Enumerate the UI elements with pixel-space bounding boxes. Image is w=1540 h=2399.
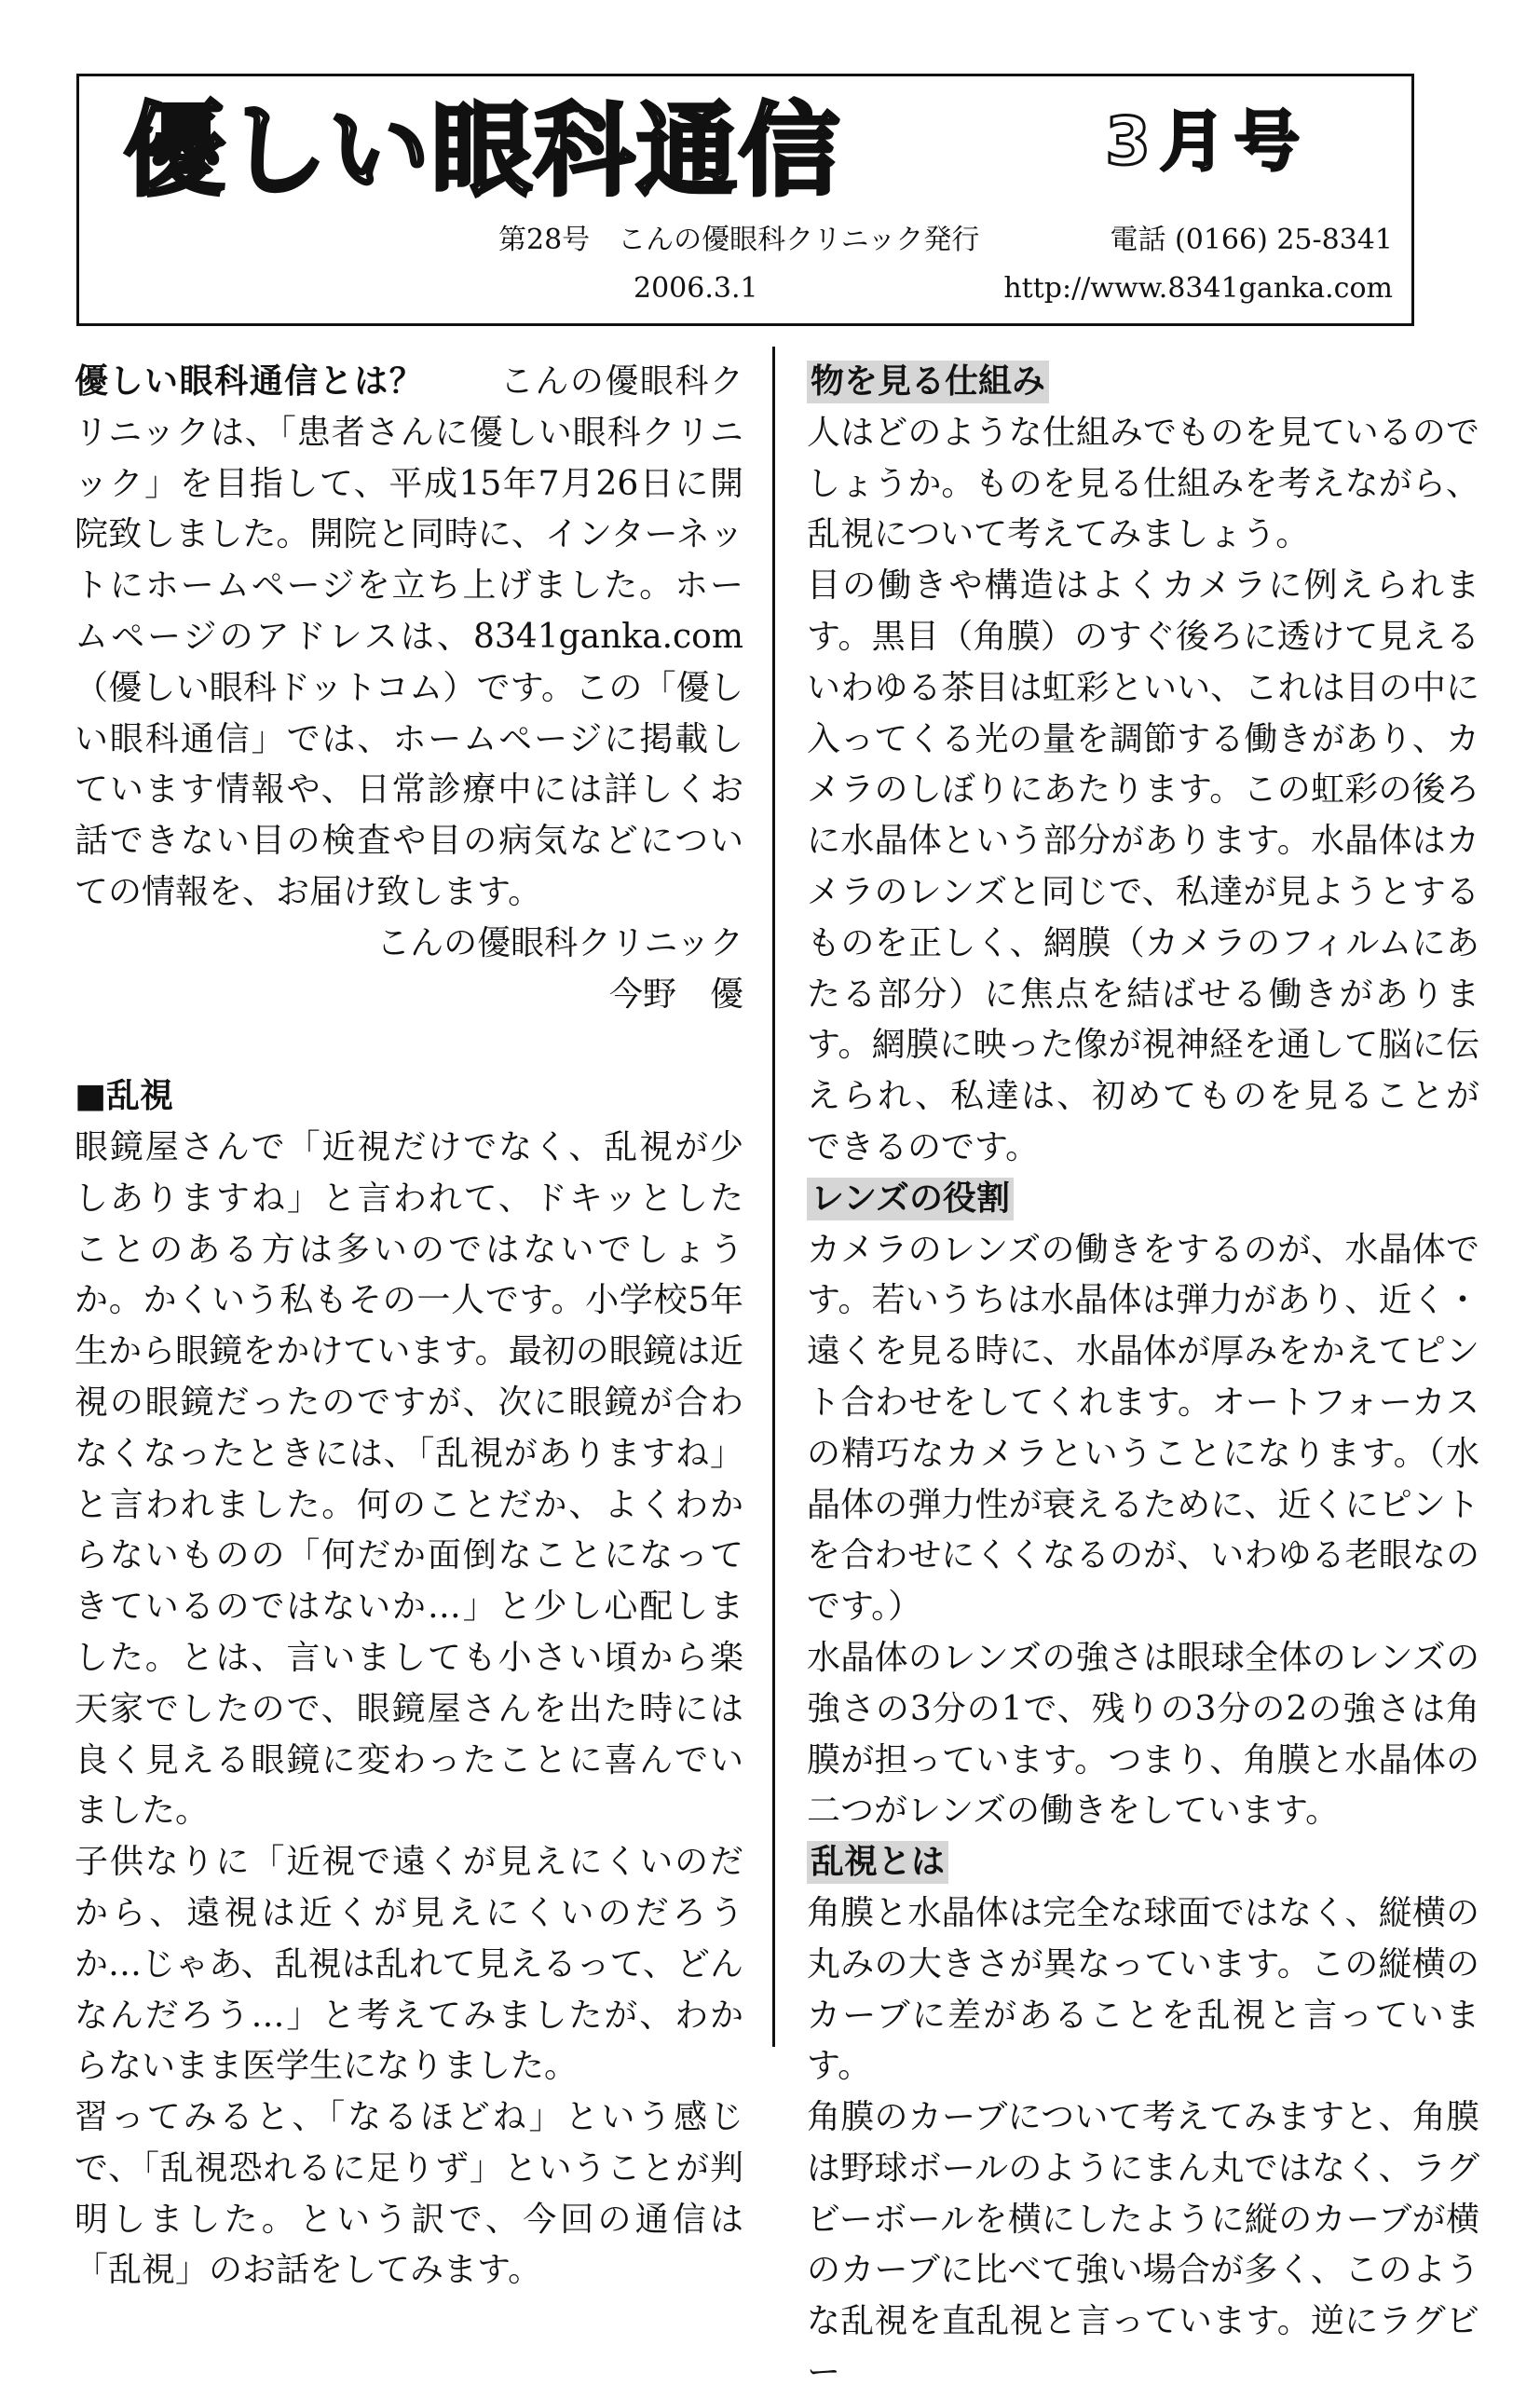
left-column: [75, 357, 743, 2297]
intro-heading: 優しい眼科通信とは？: [75, 362, 425, 401]
newsletter-header: [76, 74, 1414, 326]
signature-name: 今野 優: [608, 975, 743, 1014]
right-column: [807, 357, 1479, 2399]
body-paragraph: 角膜と水晶体は完全な球面ではなく、縦横の丸みの大きさが異なっています。この縦横のカーブに差があることを乱視と言っています。: [807, 1893, 1479, 2086]
body-paragraph: 目の働きや構造はよくカメラに例えられます。黒目（角膜）のすぐ後ろに透けて見えるいわゆる茶目は虹彩といい、これは目の中に入ってくる光の量を調節する働きがあり、カメラのしぼりにあたります。この虹彩の後ろに水晶体という部分があります。水晶体はカメラのレンズと同じで、私達が見ようとするものを正しく、網膜（カメラのフィルムにあたる部分）に焦点を結ばせる働きがあります。網膜に映った像が視神経を通して脳に伝えられ、私達は、初めてものを見ることができるのです。: [807, 566, 1479, 1166]
clinic-url: http://www.8341ganka.com: [1003, 272, 1393, 305]
spacer: [75, 1020, 743, 1071]
issue-number: 第28号 こんの優眼科クリニック発行: [498, 224, 980, 256]
clinic-phone: 電話 (0166) 25-8341: [1110, 224, 1393, 256]
intro-paragraph: [75, 357, 743, 919]
subheading-how-we-see: 物を見る仕組み: [807, 361, 1049, 403]
signature-clinic: こんの優眼科クリニック: [376, 923, 743, 962]
section-heading-astigmatism: ■乱視: [75, 1077, 174, 1116]
body-paragraph: 水晶体のレンズの強さは眼球全体のレンズの強さの3分の1で、残りの3分の2の強さは角膜が担っています。つまり、角膜と水晶体の二つがレンズの働きをしています。: [807, 1638, 1479, 1831]
column-divider: [772, 347, 775, 2047]
body-paragraph: 子供なりに「近視で遠くが見えにくいのだから、遠視は近くが見えにくいのだろうか…じゃあ、乱視は乱れて見えるって、どんなんだろう…」と考えてみましたが、わからないまま医学生になりました。: [75, 1843, 743, 2086]
intro-body: こんの優眼科クリニックは、「患者さんに優しい眼科クリニック」を目指して、平成15年7月26日に開院致しました。開院と同時に、インターネットにホームページを立ち上げました。ホームページのアドレスは、8341ganka.com（優しい眼科ドットコム）です。この「優しい眼科通信」では、ホームページに掲載しています情報や、日常診療中には詳しくお話できない目の検査や目の病気などについての情報を、お届け致します。: [75, 362, 743, 911]
newsletter-title: 優しい眼科通信: [124, 93, 842, 210]
body-paragraph: カメラのレンズの働きをするのが、水晶体です。若いうちは水晶体は弾力があり、近く・遠くを見る時に、水晶体が厚みをかえてピント合わせをしてくれます。オートフォーカスの精巧なカメラということになります。（水晶体の弾力性が衰えるために、近くにピントを合わせにくくなるのが、いわゆる老眼なのです。）: [807, 1230, 1479, 1627]
issue-month: 3月号: [1105, 103, 1309, 180]
subheading-lens-role: レンズの役割: [807, 1178, 1014, 1220]
body-paragraph: 習ってみると、「なるほどね」という感じで、「乱視恐れるに足りず」ということが判明しました。という訳で、今回の通信は「乱視」のお話をしてみます。: [75, 2098, 743, 2290]
body-paragraph: 人はどのような仕組みでものを見ているのでしょうか。ものを見る仕組みを考えながら、乱視について考えてみましょう。: [807, 413, 1479, 554]
body-paragraph: 角膜のカーブについて考えてみますと、角膜は野球ボールのようにまん丸ではなく、ラグビーボールを横にしたように縦のカーブが横のカーブに比べて強い場合が多く、このような乱視を直乱視と言っています。逆にラグビー: [807, 2098, 1479, 2392]
body-paragraph: 眼鏡屋さんで「近視だけでなく、乱視が少しありますね」と言われて、ドキッとしたことのある方は多いのではないでしょうか。かくいう私もその一人です。小学校5年生から眼鏡をかけています。最初の眼鏡は近視の眼鏡だったのですが、次に眼鏡が合わなくなったときには、「乱視がありますね」と言われました。何のことだか、よくわからないものの「何だか面倒なことになってきているのではないか…」と少し心配しました。とは、言いましても小さい頃から楽天家でしたので、眼鏡屋さんを出た時には良く見える眼鏡に変わったことに喜んでいました。: [75, 1127, 743, 1831]
issue-date: 2006.3.1: [634, 272, 758, 305]
subheading-what-is-astigmatism: 乱視とは: [807, 1841, 948, 1884]
